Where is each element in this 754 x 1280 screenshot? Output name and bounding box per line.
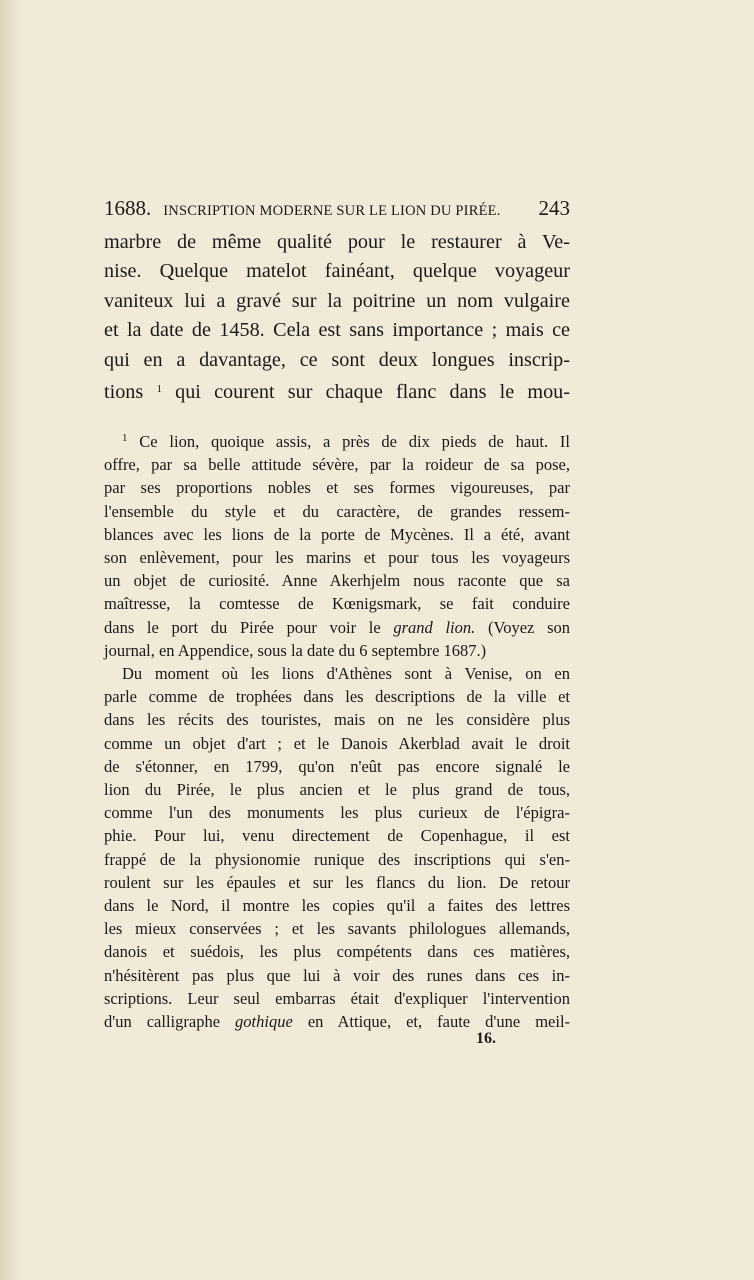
signature-mark: 16.: [476, 1030, 496, 1047]
page-number: 243: [538, 196, 570, 220]
footnote-line: blances avec les lions de la porte de Mycènes. Il a été, avant: [104, 524, 570, 544]
paragraph-line: [104, 1010, 570, 1033]
paragraph-line: dans le Nord, il montre les copies qu'il a faites des lettres: [104, 896, 570, 916]
italic-text: grand lion.: [393, 617, 476, 637]
text-fragment: en Attique, et, faute d'une meil-: [307, 1012, 571, 1032]
main-text: [104, 228, 570, 407]
text-line: nise. Quelque matelot fainéant, quelque voyageur: [104, 260, 570, 283]
text-fragment: (Voyez son: [487, 617, 570, 637]
text-fragment: d'un calligraphe: [104, 1012, 221, 1032]
footnote-line: l'ensemble du style et du caractère, de grandes ressem-: [104, 501, 570, 521]
text-line: marbre de même qualité pour le restaurer à Ve-: [104, 231, 570, 253]
text-fragment: qui courent sur chaque flanc dans le mou-: [175, 381, 570, 404]
text-fragment: dans le port du Pirée pour voir le: [104, 617, 381, 637]
running-head-year: 1688.: [104, 196, 152, 220]
footnote-block: [104, 427, 570, 1033]
paragraph-line: phie. Pour lui, venu directement de Copenhague, il est: [104, 826, 570, 846]
paragraph-line: comme l'un des monuments les plus curieux de l'épigra-: [104, 803, 570, 823]
paragraph-line: lion du Pirée, le plus ancien et le plus grand de tous,: [104, 780, 570, 800]
footnote-line: par ses proportions nobles et ses formes vigoureuses, par: [104, 478, 570, 498]
running-head-title: INSCRIPTION MODERNE SUR LE LION DU PIRÉE.: [163, 203, 501, 219]
footnote-line: maîtresse, la comtesse de Kœnigsmark, se fait conduire: [104, 594, 570, 614]
paragraph-line: n'hésitèrent pas plus que lui à voir des runes dans ces in-: [104, 965, 570, 985]
text-fragment: tions: [104, 381, 144, 404]
footnote-reference: 1: [156, 383, 162, 396]
footnote-line: offre, par sa belle attitude sévère, par la roideur de sa pose,: [104, 455, 570, 475]
paragraph-line: roulent sur les épaules et sur les flancs du lion. De retour: [104, 872, 570, 892]
paragraph-line: les mieux conservées ; et les savants philologues allemands,: [104, 919, 570, 939]
page-gutter-shadow: [0, 0, 22, 1280]
paragraph-line: comme un objet d'art ; et le Danois Akerblad avait le droit: [104, 733, 570, 753]
footnote-line: [104, 616, 570, 639]
paragraph-line: frappé de la physionomie runique des inscriptions qui s'en-: [104, 849, 570, 869]
paragraph-line: Du moment où les lions d'Athènes sont à Venise, on en: [122, 664, 570, 684]
text-line: [104, 375, 570, 407]
text-fragment: Ce lion, quoique assis, a près de dix pieds de haut. Il: [139, 432, 571, 451]
footnote-line: un objet de curiosité. Anne Akerhjelm nous raconte que sa: [104, 571, 570, 591]
footnote-first-line: [104, 427, 570, 453]
paragraph-line: danois et suédois, les plus compétents dans ces matières,: [104, 942, 570, 962]
paragraph-line: dans les récits des touristes, mais on ne les considère plus: [104, 710, 570, 730]
paragraph-line: scriptions. Leur seul embarras était d'expliquer l'intervention: [104, 988, 570, 1008]
running-head: [104, 196, 570, 226]
text-line: qui en a davantage, ce sont deux longues inscrip-: [104, 348, 570, 371]
footnote-line: son enlèvement, pour les marins et pour tous les voyageurs: [104, 548, 570, 568]
footnote-marker: 1: [122, 432, 128, 444]
paragraph-line: parle comme de trophées dans les descriptions de la ville et: [104, 687, 570, 707]
footnote-line: journal, en Appendice, sous la date du 6 septembre 1687.): [104, 640, 487, 660]
italic-text: gothique: [235, 1012, 293, 1032]
text-line: vaniteux lui a gravé sur la poitrine un nom vulgaire: [104, 289, 570, 312]
text-line: et la date de 1458. Cela est sans importance ; mais ce: [104, 319, 570, 342]
paragraph-line: de s'étonner, en 1799, qu'on n'eût pas encore signalé le: [104, 756, 570, 776]
